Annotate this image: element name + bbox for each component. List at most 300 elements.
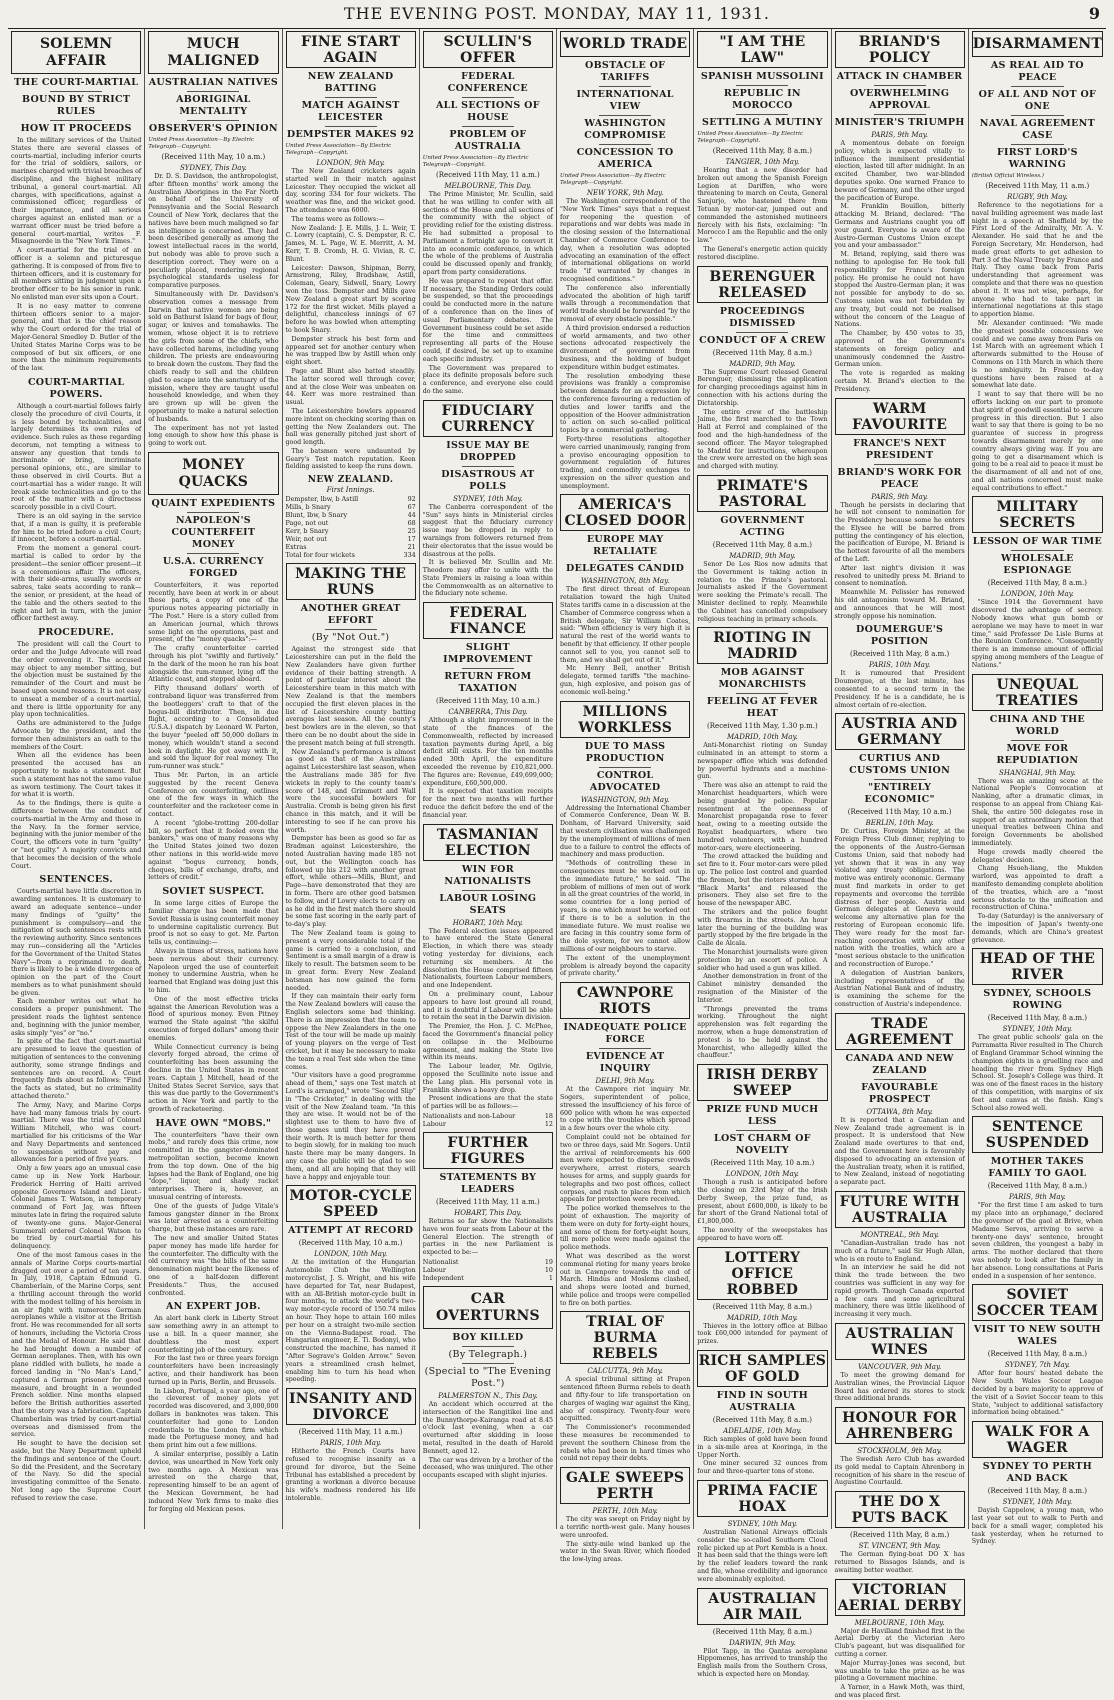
paragraph: The president will call the Court to order and the Judge Advocate will read the order convening it. The accused may object to any member sitting, but the objection must be sustained by the remainder of the Court and must be based upon sound reasons. It is not easy to unseat a member of a court-martial, and there is little opportunity for any play upon technicalities. <box>11 641 142 719</box>
subheadline: LABOUR LOSING SEATS <box>439 892 537 916</box>
subheadline: LESSON OF WAR TIME <box>972 536 1103 548</box>
divider <box>736 114 788 115</box>
paragraph: It is expected that taxation receipts for the next two months will further reduce the deficit before the end of the financial year. <box>422 788 553 819</box>
press-credit: United Press Association—By Electric Telegraph—Copyright. <box>560 173 666 186</box>
subheadline: EUROPE MAY RETALIATE <box>586 534 664 558</box>
article-body <box>560 1086 690 1307</box>
paragraph: Anti-Monarchist rioting on Sunday culminated in an attempt to storm a newspaper office which was defended by powerful hydrants and a machine-gun. <box>697 742 828 781</box>
press-credit: United Press Association—By Electric Telegraph—Copyright. <box>422 155 529 168</box>
subheadline: COURT-MARTIAL POWERS. <box>27 376 125 400</box>
press-credit: (British Official Wireless.) <box>971 173 1044 179</box>
article <box>286 31 416 471</box>
article <box>972 31 1103 492</box>
divider <box>187 120 239 121</box>
dateline: RUGBY, 9th May. <box>1007 193 1068 201</box>
paragraph: The resolution embodying these provisions was frankly a compromise between demands for an expression by the conference favouring a reduction of duties and lower tariffs and the opposition of the Hoover administration to action on such so-called political topics by a commercial gathering. <box>560 372 691 435</box>
headline: MOTOR-CYCLE SPEED <box>289 1188 412 1221</box>
subheadline: (By "Not Out.") <box>311 632 390 644</box>
results-value: 17 <box>407 535 416 544</box>
dateline: MELBOURNE, This Day. <box>444 182 532 190</box>
results-value: 68 <box>407 519 416 528</box>
paragraph: The new and smaller United States paper money has made life harder for the counterfeiter. The difficulty with the old currency was "the bills of the same denomination might bear the likeness of one of a half-dozen different Presidents." Thus, the accused confronted. <box>148 1235 279 1297</box>
dateline: LONDON, 10th May. <box>314 1250 388 1259</box>
article-body <box>835 828 965 1008</box>
headline: CAWNPORE RIOTS <box>576 985 674 1018</box>
divider <box>1011 115 1064 116</box>
paragraph: The Government was prepared to place its definite proposals before such a conference, and everyone else could do the same. <box>422 364 553 395</box>
results-row <box>286 543 416 551</box>
headline-box <box>423 824 553 861</box>
headline-box <box>835 1491 965 1528</box>
paragraph: To-day (Saturday) is the anniversary of the imposition of Japan's twenty-one demands, which are China's greatest grievance. <box>971 913 1103 944</box>
paragraph: The New Zealand cricketers again started well in their match against Leicester. They occupied the wicket all day, scoring 334 for four wickets. The weather was fine, and the wicket good. The attendance was 6000. <box>285 168 416 214</box>
divider <box>874 779 926 780</box>
paragraph: From the moment a general court-martial is called to order by the president—the senior officer present—it is a ceremonious affair. The officers, with their side-arms, usually swords or sabres, take seats according to rank—the senior, or president, at the head of the table and the others seated to the right and left in turn, with the junior officer farthest away. <box>11 545 142 623</box>
paragraph: Australian National Airways officials consider the so-called Southern Cloud relic picked up at Port Kembla is a hoax. It has been said that the things were left by the relief leaders toward the rank and file, whose credibility and ignorance were abominably exploited. <box>697 1528 828 1583</box>
received-line: (Received 11th May, 11 a.m.) <box>436 1197 540 1206</box>
article-body <box>148 1132 278 1298</box>
received-line: (Received 11th May, 8 a.m.) <box>850 650 950 659</box>
paragraph: There was an amazing scene at the National People's Convocation at Nanking, after a dramatic climax, in response to an appeal from Chiang Kai-Shek, the entire 500 delegates rose in support of an extraordinary motion that unequal treaties between China and foreign Governments be abolished immediately. <box>971 777 1103 848</box>
received-line: (Received 11th May, 10 a.m.) <box>847 808 952 817</box>
headline-box <box>697 1588 827 1625</box>
article <box>286 1388 416 1503</box>
results-table <box>423 1112 553 1128</box>
paragraph: To meet the growing demand for Australian wines, the Provincial Liquor Board has ordered its stores to stock three additional brands. <box>834 1371 965 1403</box>
divider <box>599 86 651 87</box>
article <box>972 1284 1103 1417</box>
paragraph: The car was driven by a brother of the deceased, who was uninjured. The other occupants escaped with slight injuries. <box>422 1456 553 1480</box>
headline: IRISH DERBY SWEEP <box>706 1067 818 1100</box>
paragraph: What was described as the worst communal rioting for many years broke out in Cawnpore towards the end of March. Hindus and Moslems clashed, and shops were looted and burned, while police and troops were compelled to fire on both parties. <box>560 1252 691 1307</box>
paragraph: The Federal election issues appeared to have entered the State General Election, in which there was steady voting yesterday for divisions, each returning six members. At the dissolution the House comprised fifteen Nationalists, fourteen Labour members, and one Independent. <box>422 927 553 990</box>
article <box>560 701 690 979</box>
divider <box>874 1079 926 1080</box>
results-label: Weir, not out <box>285 535 327 544</box>
headline: THE DO X PUTS BACK <box>851 1494 948 1527</box>
dateline: TANGIER, 10th May. <box>725 158 800 166</box>
headline: RIOTING IN MADRID <box>713 630 812 663</box>
paragraph: Counterfeiters, it was reported recently, have been at work in or about these parts, a copy of one of the spurious notes appearing pictorially in "The Post." Here is a story culled from an American journal, which throws some light on the operations, past and present, of the "money quacks":— <box>148 581 279 644</box>
paragraph: The Chamber, by 450 votes to 35, approved of the Government's statements on foreign policy and unanimously condemned the Austro-German union. <box>834 330 965 369</box>
received-line: (Received 11th May, 1.30 p.m.) <box>707 722 818 731</box>
paragraph: For the last two or three years foreign counterfeiters have been increasingly active, and their handiwork has been turned up in Paris, Berlin, and Brussels. <box>148 1355 279 1386</box>
article <box>835 1491 965 1574</box>
headline-box <box>697 475 827 512</box>
dateline: MADRID, 9th May. <box>729 551 796 560</box>
article-body <box>697 742 827 1060</box>
article <box>560 1311 690 1463</box>
paragraph: Thieves in the lottery office at Bilbao took £60,000 intended for payment of prizes. <box>697 1322 828 1346</box>
paragraph: It is believed Mr. Scullin and Mr. Theodore may offer to unite with the State Premiers in raising a loan within the Commonwealth as an alternative to the fiduciary note scheme. <box>422 559 553 598</box>
headline: RICH SAMPLES OF GOLD <box>698 1352 827 1385</box>
paragraph: He was prepared to repeat that offer. If necessary, the Standing Orders could be suspended, so that the proceedings could be conducted more in the nature of a conference than on the lines of usual Parliamentary debates. The Government business could be set aside for the time and committees representing all parts of the House could, if desired, be set up to examine each specific industry. <box>422 277 553 363</box>
subheadline: FRANCE'S NEXT PRESIDENT <box>853 437 947 461</box>
paragraph: An alert bank clerk in Liberty Street saw something awry in an attempt to use a bill. In a queer manner, she doubtless the most expert counterfeiting job of the century. <box>148 1315 279 1354</box>
headline: MAKING THE RUNS <box>295 566 407 599</box>
results-label: Independent <box>422 1273 464 1282</box>
dateline: NEW YORK, 9th May. <box>586 189 664 197</box>
paragraph: In some large cities of Europe the familiar charge has been made that Soviet Russia is using counterfeit money to undermine capitalistic currency. But proof is not so easy to get. Mr. Parton tells us, continuing:— <box>148 900 279 947</box>
article <box>697 1247 827 1346</box>
masthead <box>8 4 1106 29</box>
dateline: MADRID, 9th May. <box>729 359 796 368</box>
headline: VICTORIAN AERIAL DERBY <box>837 1581 962 1614</box>
table-subheading: First Innings. <box>326 486 375 495</box>
headline-box <box>423 31 553 68</box>
paragraph: Leicester: Dawson, Shipman, Berry, Armstrong, Riley, Bradshaw, Astill, Coleman, Geary, Sidwell, Snary, Lowry won the toss. Dempster and Mills gave New Zealand a great start by scoring 172 for the first wicket. Mills played a delightful, chanceless innings of 67 before he was bowled when attempting to hook Snary. <box>285 264 416 334</box>
headline-box <box>148 452 278 495</box>
headline-box <box>972 496 1103 533</box>
headline: MONEY QUACKS <box>178 456 249 490</box>
headline: MUCH MALIGNED <box>167 36 260 69</box>
article-body <box>972 1370 1103 1417</box>
paragraph: The teams were as follows:— <box>291 215 385 223</box>
subheadline: HAVE OWN "MOBS." <box>155 1117 272 1129</box>
results-label: Blunt, lbw, b Snary <box>285 511 348 520</box>
divider <box>50 120 102 121</box>
paragraph: Hitherto the French Courts have refused to recognise insanity as a ground for divorce, but the Seine Tribunal has established a precedent by granting a workman a divorce because his wife's madness rendered his life intolerable. <box>285 1448 416 1502</box>
subheadline: MATCH AGAINST LEICESTER <box>301 100 400 123</box>
subheadline: FEELING AT FEVER HEAT <box>706 696 818 720</box>
subheadline: OBSERVER'S OPINION <box>148 123 278 134</box>
article-body <box>697 1179 827 1242</box>
dateline: SHANGHAI, 9th May. <box>999 768 1076 777</box>
results-label: Nationalist <box>422 1257 459 1266</box>
article <box>835 1579 965 1700</box>
article <box>11 874 141 1502</box>
subheadline: QUAINT EXPEDIENTS <box>151 497 276 509</box>
paragraph: It is reported that a Canadian and New Zealand trade agreement is in prospect. It is understood that New Zealand made overtures to that end, and the Government here is favourably disposed to advocating an extension of the Australian treaty, when it is ratified, to New Zealand, instead of negotiating a separate pact. <box>834 1116 965 1187</box>
paragraph: He sought to have the decision set aside, but the Navy Department upheld the findings and sentence of the Court. So did the President, and the Secretary of the Navy. So did the special investigating committee of the Senate. Not long ago the Supreme Court refused to review the case. <box>11 1440 142 1502</box>
headline-box <box>697 31 827 68</box>
results-label: Mills, b Snary <box>285 503 331 512</box>
subheadline: STATEMENTS BY LEADERS <box>439 1171 537 1195</box>
paragraph: The Swedish Aero Club has awarded its gold medal to Captain Ahrenberg in recognition of his share in the rescue of Augustine Courtauld. <box>834 1456 965 1487</box>
divider <box>599 767 651 768</box>
subheadline: SPANISH MUSSOLINI <box>700 71 824 82</box>
subheadline: FAVOURABLE PROSPECT <box>861 1081 939 1105</box>
received-line: (Received 11th May, 8 a.m.) <box>712 1627 812 1636</box>
subheadline: INADEQUATE POLICE FORCE <box>563 1022 687 1046</box>
article-body <box>560 805 690 979</box>
subheadline: OF ALL AND NOT OF ONE <box>978 89 1097 112</box>
paragraph: Complaint could not be obtained for two or three days, said Mr. Sogers. Until the arrival of reinforcements his 600 men were expected to disperse crowds everywhere, arrest rioters, search houses for arms, and supply guards for telegraphs and two post offices, collect corpses, and rush to places from which appeals for protection were received. <box>560 1133 691 1204</box>
article-body <box>423 717 553 819</box>
paragraph: Always in times of stress, nations have been nervous about their currency. Napoleon urged the use of counterfeit money to undermine Austria, when he learned that England was doing just this to him. <box>148 947 279 994</box>
article-body <box>972 1507 1103 1546</box>
headline: PRIMA FACIE HOAX <box>707 1482 818 1515</box>
subheadline: ANOTHER GREAT EFFORT <box>300 603 401 627</box>
dateline: WASHINGTON, 9th May. <box>580 795 670 804</box>
headline: TRIAL OF BURMA REBELS <box>586 1314 665 1363</box>
paragraph: I want to say that there will be no efforts lacking on our part to promote that spirit of goodwill essential to secure progress in this direction. But I also want to say that there is going to be no guarantee of success in progress towards disarmament merely by one country always giving way. If you are going to get a disarmament which is going to be a real aid to peace it must be the disarmament of all and not of one, and all nations concerned must make equal contributions to effect." <box>971 391 1104 492</box>
subheadline: SLIGHT IMPROVEMENT <box>443 642 533 666</box>
paragraph: The Supreme Court released General Berenguer, dismissing the application for charging proceedings against him in connection with his actions during the Dictatorship. <box>697 368 828 407</box>
dateline: SYDNEY, 7th May. <box>1004 1361 1070 1370</box>
paragraph: There is an old saying in the service that, if a man is guilty, it is preferable for him to be tried before a civil Court; if innocent, before a court-martial. <box>11 513 142 544</box>
article <box>423 1286 553 1480</box>
paragraph: "Throngs prevented the trams working. Throughout the night apprehension was felt regarding the morrow, when a huge demonstration of protest is to be held against the Monarchist, who allegedly killed the chauffeur." <box>697 1005 828 1060</box>
paragraph: "For the first time I am asked to turn my place into an orphanage," declared the governor of the gaol at Brive, when Madame Servos, arriving to serve a twenty-one days' sentence, brought seven children, the youngest a baby in arms. The mother declared that there was nobody to look after the family in her absence. Long consultations at Paris ended in a suspension of her sentence. <box>971 1202 1103 1280</box>
article-body <box>835 1372 965 1403</box>
headline-box <box>560 31 690 57</box>
article <box>286 1185 416 1384</box>
subheadline: (Special to "The Evening Post.") <box>424 1365 552 1389</box>
page-number: 9 <box>1088 4 1100 23</box>
article <box>11 377 141 623</box>
article <box>423 824 553 1128</box>
paragraph: While Connecticut currency is being cleverly forged abroad, the crime of counterfeiting has been assuming the decline in the United States in recent years. Captain J. Mitchell, head of the United States Secret Service, says that this was due partly to the Government's action in New York and partly to the growth of racketeering. <box>148 1043 279 1113</box>
dateline: MELBOURNE, 10th May. <box>854 1618 945 1627</box>
table-heading: NEW ZEALAND. <box>307 475 394 486</box>
results-value: 44 <box>407 511 416 520</box>
headline: WALK FOR A WAGER <box>985 1424 1090 1457</box>
paragraph: One of the most famous cases in the annals of Marine Corps courts-martial dragged out over a period of ten years. In July, 1918, Captain Edmund G. Chamberlain, of the Marine Corps, sent a thrilling account through the world with the modest telling of his heroism in an air fight with numerous German aeroplanes while a visitor at the British front. He was recommended for all sorts of honours, including the Victoria Cross and the Medal of Honour. He said that he had brought down a number of German aeroplanes. Then, with his own plane riddled with bullets, he made a forced landing in "No Man's Land," captured a German prisoner for good measure, and brought in a wounded French soldier. Nine months elapsed before the British authorities asserted that the story was a fabrication. Captain Chamberlain was tried by court-martial overseas and dismissed from the service. <box>11 1251 142 1439</box>
paragraph: Simultaneously with Dr. Davidson's observation comes a message from Darwin that native women are being sold on Bathurst Island for bags of flour, sugar, or knives and tomahawks. The women, whose object it is to retrieve the girls from some of the chiefs, who have collected harems, including young children. The priests are endeavouring to break down the custom. They find the chiefs ready to sell and the children glad to escape into the sanctuary of the mission, where they are taught useful household knowledge, and when they are grown up will be given the opportunity to make a natural selection of husbands. <box>148 290 279 423</box>
article <box>423 602 553 819</box>
results-label: Nationalists and non-Labour <box>422 1111 516 1120</box>
subheadline: DOUMERGUE'S POSITION <box>856 624 944 648</box>
article-body <box>835 1628 965 1700</box>
subheadline: SOVIET SUSPECT. <box>162 886 265 898</box>
article-body <box>835 502 965 621</box>
paragraph: Forty-three resolutions altogether were carried unanimously, ranging from a proviso encouraging opposition to government regulation of futures trading, and commodity exchanges to expression on the silver question and unemployment. <box>560 435 691 490</box>
headline: BERENGUER RELEASED <box>709 268 816 301</box>
divider <box>187 91 239 92</box>
paragraph: The novelty of the sweepstakes has appeared to have worn off. <box>697 1226 828 1242</box>
paragraph: Reference to the negotiations for a naval building agreement was made last night in a speech at Sheffield by the First Lord of the Admiralty, Mr. A. V. Alexander. He said that he and the Foreign Secretary, Mr. Henderson, had made great efforts to get adhesion to Part 3 of the Naval Treaty by France and Italy. They came back from Paris understanding that agreement was complete and that there was no question about it. It was not wise, perhaps, for anyone who had to take part in international negotiations at this stage to apportion blame. <box>971 202 1103 319</box>
results-row <box>423 1266 553 1274</box>
headline: FINE START AGAIN <box>300 34 401 66</box>
headline: PRIMATE'S PASTORAL <box>716 477 809 510</box>
subheadline: NEW ZEALAND BATTING <box>307 71 394 94</box>
column-5 <box>557 29 694 1564</box>
article <box>560 1467 690 1564</box>
paragraph: "Our visitors have a good programme ahead of them," says one Test match at Lord's is arranged," wrote "Second Slip" in "The Cricketer," in dealing with the visit of the New Zealand team. "In this they are wise. It would not be of the slightest use to them to have five of those games until they have proved their worth. It is much better for them to begin slowly, for in making too much haste there may be many dangers. In any case the public will be glad to see them, and all are hoping that they will have a happy and enjoyable tour. <box>285 1072 416 1181</box>
article <box>835 1013 965 1187</box>
subheadline: DEMPSTER MAKES 92 <box>286 129 415 140</box>
headline: TASMANIAN ELECTION <box>436 826 539 859</box>
article <box>286 563 416 1181</box>
received-line: (Received 11th May, 8 a.m.) <box>987 1350 1087 1359</box>
paragraph: The Canberra correspondent of the "Sun" says hints in Ministerial circles suggest that the fiduciary currency issue may be dropped in reply to warnings from followers returned from their electorates that the issue would be disastrous at the polls. <box>422 503 553 558</box>
headline-box <box>560 1311 690 1364</box>
received-line: (Received 11th May, 8 a.m.) <box>987 579 1087 588</box>
divider <box>1011 144 1064 145</box>
article <box>423 400 553 599</box>
article-body <box>697 561 827 623</box>
paragraph: Dr. Curtius, Foreign Minister, at the Foreign Press Club dinner, replying to the opponents of the Austro-German Customs Union, said that nobody had yet shown that it was in any way violated any treaty obligations. The motive was entirely economic. Germany must find markets in order to get repayments and overcome the terrible distress of her people. Austria and German delegates at Geneva would welcome any alternative plan for the restoring of European economic life. They were ready for the most far-reaching cooperation with any other nation with the treaties, which are a "most serious obstacle to the unification and reconstruction of Europe." <box>834 828 965 968</box>
results-label: Dempster, lbw, b Astill <box>285 495 359 504</box>
results-value: 25 <box>407 527 416 536</box>
headline-box <box>835 31 965 68</box>
headline: MILLIONS WORKLESS <box>578 703 672 736</box>
article-body <box>972 1034 1103 1112</box>
article-body <box>286 1448 416 1503</box>
article <box>697 266 827 471</box>
headline: HEAD OF THE RIVER <box>979 951 1096 984</box>
dateline: STOCKHOLM, 9th May. <box>857 1447 942 1456</box>
paragraph: One of the most effective tricks against the American Revolution was a flood of spurious money. Even Pitney warned the State against "the skilful execution of forged dollars" among their enemies. <box>148 995 279 1042</box>
subheadline: ATTEMPT AT RECORD <box>287 1225 414 1237</box>
divider <box>736 693 788 694</box>
dateline: PALMERSTON N., This Day. <box>438 1391 538 1400</box>
paragraph: A third provision endorsed a reduction of world armaments, and two other sections advocated respectively the divorcement of government from business, and the holding of budget expenditure within budget estimates. <box>560 324 691 371</box>
paragraph: Pilot Tapp, in the Qantas aeroplane Hippomenes, has arrived to tranship the English mails from the Southern Cross, which is expected here on Monday. <box>697 1647 828 1678</box>
dateline: ADELAIDE, 10th May. <box>723 1426 802 1435</box>
divider <box>462 466 514 467</box>
subheadline: INTERNATIONAL VIEW <box>576 89 674 112</box>
paragraph: The Army, Navy, and Marine Corps have had many famous trials by court-martial. There was the trial of Colonel William Mitchell, who was court-martialled for his criticisms of the War and Navy Departments and sentenced to suspension without pay and allowances for a period of five years. <box>11 1101 142 1164</box>
headline-box <box>835 1579 965 1616</box>
article-body <box>972 599 1103 669</box>
received-line: (Received 11th May, 10 a.m.) <box>298 1239 403 1248</box>
dateline: LONDON, 9th May. <box>316 159 385 167</box>
headline: SOVIET SOCCER TEAM <box>976 1287 1099 1320</box>
received-line: (Received 11th May, 8 a.m.) <box>850 1531 950 1540</box>
headline-box <box>148 31 278 74</box>
divider <box>462 126 514 127</box>
headline-box <box>560 1467 690 1504</box>
paragraph: The counterfeiters "have their own mobs," and rarely does this crime, now committed in the gangster-dominated metropolitan section, become known from the top down. One of the big lapses had the Bank of England, one big "dope," liquor, and shady racket enterprises. There is, however, an unusual centring of interests. <box>148 1131 279 1202</box>
headline: AUSTRIA AND GERMANY <box>841 716 958 749</box>
paragraph: Only a few years ago an unusual case came up in New York Harbour. Frederick Herring of Haiti arrived opposite Governors Island and Lieut.-Colonel James T. Watson, in temporary command of Fort Jay, was fifteen minutes late in firing the required salute of twenty-one guns. Major-General Summerall ordered Colonel Watson to be tried by court-martial for his delinquency. <box>11 1165 142 1251</box>
article-body <box>697 369 827 471</box>
article <box>835 398 965 621</box>
paragraph: The German flying-boat DO X has returned to Bissagos Islands, and is awaiting better weather. <box>834 1551 965 1574</box>
article <box>835 1407 965 1487</box>
headline-box <box>286 563 416 600</box>
results-row <box>423 1120 553 1128</box>
article <box>972 948 1103 1112</box>
headline: "I AM THE LAW" <box>719 34 806 66</box>
subheadline: AUSTRALIAN NATIVES <box>148 77 278 88</box>
divider <box>325 126 377 127</box>
results-label: Page, not out <box>285 519 329 528</box>
paragraph: "Methods of controlling these in consequences must be worked out in the immediate future," he said. "The problem of millions of men out of work in all the great countries of the world, in some countries for a long period of years, is one which must be worked out if there is to be a solution in the immediate future. We must realise we are facing in this country some form of the dole system, for we cannot allow millions of our neighbours to starve. <box>560 860 691 953</box>
article-body <box>560 586 690 696</box>
subheadline: SYDNEY, SCHOOLS ROWING <box>983 988 1092 1012</box>
paragraph: "Since 1914 the Government have discovered the advantage of secrecy. Nobody knows what gun bomb or aeroplane we may have to meet in war time," said Professor De Lisle Burns at the Reunion Conference. "Consequently there is an immense amount of official spying among members of the League of Nations." <box>971 599 1103 669</box>
subheadline: FIRST LORD'S WARNING <box>996 147 1078 170</box>
paragraph: Chang Hsueh-liang, the Mukden warlord, was appointed to draft a manifesto demanding complete abolition of the treaties, which are a "most serious obstacle to the unification and reconstruction of China." <box>971 865 1103 912</box>
headline-box <box>697 1350 827 1387</box>
subheadline: ATTACK IN CHAMBER <box>836 71 963 82</box>
article-body <box>423 1401 553 1480</box>
article-body <box>697 1648 827 1679</box>
subheadline: LOST CHARM OF NOVELTY <box>714 1133 811 1157</box>
column-6 <box>694 29 831 1678</box>
column-4 <box>420 29 557 1529</box>
article-body <box>11 641 141 870</box>
headline: AMERICA'S CLOSED DOOR <box>564 497 686 530</box>
headline-box <box>972 1116 1103 1153</box>
paragraph: The batsmen were undaunted by Geary's Test match reputation. Keen fielding assisted to keep the runs down. <box>285 447 416 471</box>
headline-box <box>972 31 1103 57</box>
paragraph: The Prime Minister, Mr. Scullin, said that he was willing to confer with all sections of the House and all sections of the community with the object of providing relief for the existing distress. He had submitted a proposal to Parliament a fortnight ago to convert it into an economic conference, in which the whole of the problems of Australia could be discussed openly and frankly, apart from party considerations. <box>422 191 553 276</box>
article <box>148 1301 278 1513</box>
article <box>148 886 278 1114</box>
received-line: (Received 11th May, 8 a.m.) <box>987 1014 1087 1023</box>
received-line: (Received 11th May, 8 a.m.) <box>712 1302 812 1311</box>
paragraph: The city was swept on Friday night by a terrific north-west gale. Many houses were unroofed. <box>560 1516 691 1539</box>
paragraph: Dempster has been as good so far as Bradman against Leicestershire, the noted Australian having made 185 not out, but the Wellington coach has followed up his 212 with another great effort, while others—Mills, Blunt, and Page—have demonstrated that they are in form. There are other good batsmen to follow, and if Lowry elects to carry on as he did in the first match there should be some fast scoring in the early part of to-day's play. <box>285 835 416 929</box>
subheadline: U.S.A. CURRENCY FORGED <box>162 555 264 579</box>
dateline: HOBART, 10th May. <box>452 918 524 927</box>
paragraph: Meanwhile M. Pelissier has renewed his old antagonism toward M. Briand, and announces that he will most strongly oppose his nomination. <box>834 589 965 620</box>
columns-container <box>8 29 1106 1700</box>
results-value: 21 <box>407 543 416 552</box>
paragraph: The conference also inferentially advocated the abolition of high tariff walls through a recommendation that world trade should be forwarded "by the removal of every obstacle possible." <box>560 284 691 323</box>
article-body <box>835 1551 965 1574</box>
article-body <box>972 778 1103 945</box>
subheadline: AN EXPERT JOB. <box>165 1301 261 1313</box>
headline: CAR OVERTURNS <box>435 1290 540 1324</box>
divider <box>736 332 788 333</box>
headline: FIDUCIARY CURRENCY <box>441 402 535 435</box>
paragraph: Though he persists in declaring that he will not consent to nomination for the Presidency because some he enters the Elysee he will be barred from putting the contingency of his election, the pacification of Europe, M. Briand is the hottest favourite of all the members of the Left. <box>834 501 965 564</box>
subheadline: NAVAL AGREEMENT CASE <box>979 118 1095 141</box>
paragraph: It is rumoured that President Doumergue, at the last minute, has consented to a second term in the Presidency. If he is a candidate, he is almost certain of re-election. <box>834 670 965 709</box>
results-label: Extras <box>285 543 307 552</box>
subheadline: GOVERNMENT ACTING <box>720 514 805 538</box>
dateline: MADRID, 10th May. <box>727 1313 798 1322</box>
paragraph: After four hours' heated debate the New South Wales Soccer League decided by a bare majority to approve of the visit of a Soviet Soccer team to this State, "subject to additional satisfactory information being obtained." <box>971 1370 1103 1417</box>
dateline: PARIS, 10th May. <box>320 1439 382 1448</box>
article <box>148 452 278 882</box>
paragraph: Though a rush is anticipated before the closing on 23rd May of the Irish Derby Sweep, the prize fund, as present, about £600,000, is likely to be far short of the Grand National total of £1,800,000. <box>697 1179 828 1226</box>
paragraph: New Zealand's performance is almost as good as that of the Australians against Leicestershire last season, when the Australians made 385 for five wickets in reply to the county team's score of 148, and Grimmett and Wall were the successful bowlers for Australia. Cromb is being given his first chance in this match, and it will be interesting to see if he can prove his worth. <box>285 748 416 834</box>
article-body <box>972 1202 1103 1280</box>
subheadline: CANADA AND NEW ZEALAND <box>845 1052 954 1076</box>
article-body <box>835 140 965 394</box>
paragraph: The police worked themselves to the point of exhaustion. The majority of them were on duty for forty-eight hours, and some of them for forty-eight hours, till more police were made against the police methods. <box>560 1205 691 1252</box>
article-body <box>148 582 278 882</box>
subheadline: VISIT TO NEW SOUTH WALES <box>973 1324 1101 1348</box>
subheadline: FIND IN SOUTH AUSTRALIA <box>716 1389 808 1413</box>
article <box>148 1118 278 1298</box>
headline-box <box>423 602 553 639</box>
subheadline: (By Telegraph.) <box>448 1348 528 1360</box>
paragraph: A special tribunal sitting at Prapon sentenced fifteen Burma rebels to death and fifty-four to life transportation on charges of waging war against the King, also of conspiracy. Twenty-four were acquitted. <box>560 1376 691 1423</box>
divider <box>1011 86 1064 87</box>
article <box>11 627 141 870</box>
paragraph: M. Franklin Bouillon, bitterly attacking M. Briand, declared: "The Germans and Austrians caught you off your guard. Everyone is aware of the Austro-German Customs Union except you and your ambassador." <box>834 203 965 250</box>
paragraph: "Canadian-Australian trade has not much of a future," said Sir Hugh Allan, who is en route to England. <box>834 1239 965 1263</box>
results-value: 18 <box>544 1111 553 1120</box>
subheadline: AS REAL AID TO PEACE <box>990 60 1084 83</box>
subheadline: THE COURT-MARTIAL <box>14 77 139 88</box>
headline-box <box>972 948 1103 985</box>
paragraph: The Commissioner's recommended these measures be recommended to prevent the southern Chinese from the rebels who had been in hard times who could not repay their debts. <box>560 1424 691 1463</box>
paragraph: Huge crowds madly cheered the delegates' decision. <box>971 848 1103 864</box>
subheadline: BOUND BY STRICT RULES <box>21 94 131 117</box>
received-line: (Received 11th May, 8 a.m.) <box>712 540 812 549</box>
divider <box>599 144 651 145</box>
dateline: HOBART, This Day. <box>454 1208 522 1217</box>
paragraph: The General's energetic action quickly restored discipline. <box>697 245 828 261</box>
article <box>560 982 690 1307</box>
article-body <box>560 1376 690 1463</box>
paragraph: An accident which occurred at the intersection of the Rangitikei line and the Bunnythorpe-Kairanga road at 8.45 o'clock last evening, when a car overturned after skidding in loose metal, resulted in the death of Harold Bennett, aged 12. <box>422 1400 553 1455</box>
dateline: CANBERRA, This Day. <box>448 708 528 717</box>
subheadline: CHINA AND THE WORLD <box>989 713 1085 737</box>
subheadline: MOB AGAINST MONARCHISTS <box>718 667 807 691</box>
article-body <box>835 1456 965 1487</box>
dateline: LONDON, 10th May. <box>1000 590 1074 599</box>
divider <box>599 1048 651 1049</box>
